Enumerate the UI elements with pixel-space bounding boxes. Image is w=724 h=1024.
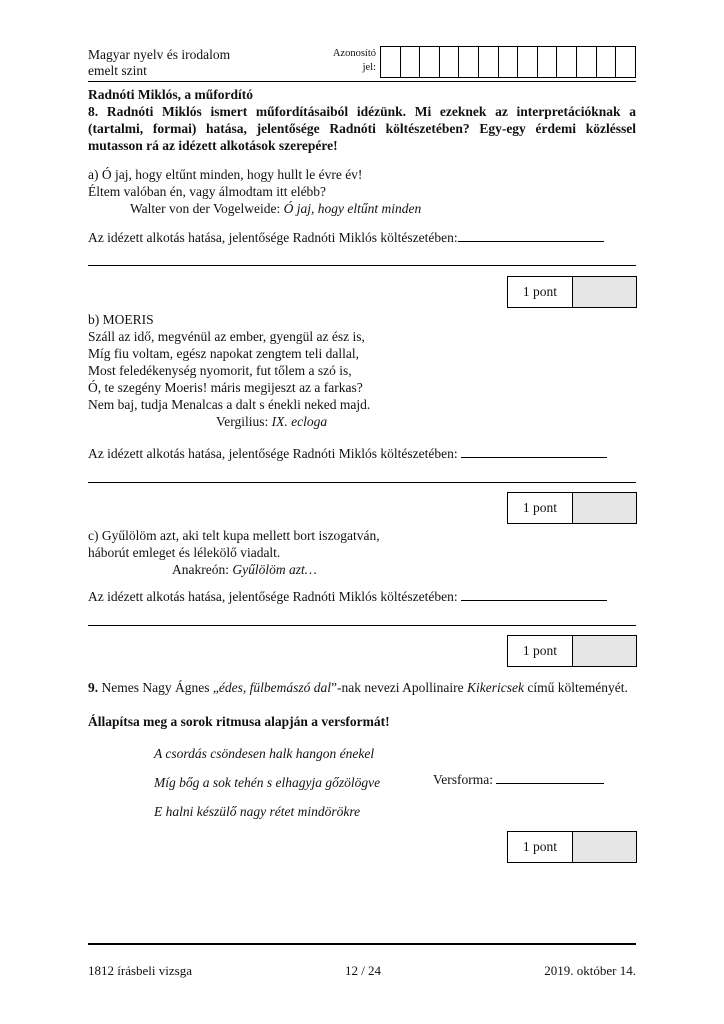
- score-label-c: 1 pont: [508, 636, 573, 666]
- task8-question-text: Radnóti Miklós ismert műfordításaiból idézünk. Mi ezeknek az interpretációknak a (tartalmi, formai) hatása, jelentősége Radnóti költészetében? Egy-egy érdemi közléssel mutasson rá az idézett alkotások szerepére!: [88, 104, 637, 153]
- answer-b-line[interactable]: [88, 482, 636, 483]
- answer-c-label: Az idézett alkotás hatása, jelentősége Radnóti Miklós költészetében:: [88, 589, 458, 604]
- score-field-a[interactable]: [573, 277, 636, 307]
- quote-b-work: IX. ecloga: [271, 414, 328, 429]
- verse-line1: A csordás csöndesen halk hangon énekel: [154, 746, 375, 761]
- answer-b-label: Az idézett alkotás hatása, jelentősége Radnóti Miklós költészetében:: [88, 446, 458, 461]
- task9-intro: [88, 679, 636, 696]
- quote-b-line4: Ó, te szegény Moeris! máris megijeszt az a farkas?: [88, 380, 363, 395]
- section-title: Radnóti Miklós, a műfordító: [88, 87, 254, 102]
- answer-a-line[interactable]: [88, 265, 636, 266]
- header-divider: [88, 81, 636, 82]
- quote-a-line1: a) Ó jaj, hogy eltűnt minden, hogy hullt le évre év!: [88, 167, 363, 182]
- quote-a-author: Walter von der Vogelweide:: [130, 201, 284, 216]
- form-answer: [433, 771, 604, 788]
- footer-page-number: 12 / 24: [344, 963, 382, 978]
- score-box-c[interactable]: [507, 635, 637, 667]
- answer-b-prompt: [88, 445, 607, 462]
- id-label-line1: Azonosító: [332, 48, 376, 59]
- footer-date: 2019. október 14.: [544, 963, 636, 978]
- quote-c-author: Anakreón:: [172, 562, 233, 577]
- footer-divider: [88, 943, 636, 945]
- id-label: [318, 47, 376, 75]
- score-label-a: 1 pont: [508, 277, 573, 307]
- answer-a-label: Az idézett alkotás hatása, jelentősége Radnóti Miklós költészetében:: [88, 230, 458, 245]
- task9-text-pre: Nemes Nagy Ágnes „: [98, 680, 219, 695]
- quote-c-line1: c) Gyűlölöm azt, aki telt kupa mellett bort iszogatván,: [88, 528, 380, 543]
- header-subject: [88, 47, 230, 79]
- id-label-line2: jel:: [362, 62, 376, 73]
- task9-work: Kikericsek: [467, 680, 525, 695]
- score-field-9[interactable]: [573, 832, 636, 862]
- quote-c-line2: háborút emleget és lélekölő viadalt.: [88, 545, 281, 560]
- subject-level: emelt szint: [88, 63, 147, 78]
- score-label-9: 1 pont: [508, 832, 573, 862]
- quote-b-title: b) MOERIS: [88, 312, 154, 327]
- answer-b-blank[interactable]: [461, 445, 607, 458]
- footer-exam-code: 1812 írásbeli vizsga: [88, 963, 192, 978]
- id-code-boxes[interactable]: [380, 46, 636, 78]
- answer-c-line[interactable]: [88, 625, 636, 626]
- quote-a-source: [130, 200, 421, 217]
- score-box-a[interactable]: [507, 276, 637, 308]
- quote-b-line3: Most feledékenység nyomorit, fut tőlem a szó is,: [88, 363, 352, 378]
- form-label: Versforma:: [433, 772, 493, 787]
- verse-line3: E halni készülő nagy rétet mindörökre: [154, 804, 361, 819]
- score-field-b[interactable]: [573, 493, 636, 523]
- score-box-9[interactable]: [507, 831, 637, 863]
- score-box-b[interactable]: [507, 492, 637, 524]
- quote-c-work: Gyűlölöm azt…: [232, 562, 317, 577]
- quote-c-source: [172, 561, 317, 578]
- quote-b-author: Vergilius:: [216, 414, 272, 429]
- score-field-c[interactable]: [573, 636, 636, 666]
- quote-b-source: [216, 413, 327, 430]
- quote-b-line1: Száll az idő, megvénül az ember, gyengül az ész is,: [88, 329, 365, 344]
- quote-b-line2: Míg fiu voltam, egész napokat zengtem teli dallal,: [88, 346, 360, 361]
- score-label-b: 1 pont: [508, 493, 573, 523]
- quote-a-line2: Éltem valóban én, vagy álmodtam itt elébb?: [88, 184, 327, 199]
- subject-name: Magyar nyelv és irodalom: [88, 47, 231, 62]
- answer-a-blank[interactable]: [458, 229, 604, 242]
- quote-b-line5: Nem baj, tudja Menalcas a dalt s énekli neked majd.: [88, 397, 371, 412]
- task9-quote: édes, fülbemászó dal: [218, 680, 331, 695]
- task9-instruction: Állapítsa meg a sorok ritmusa alapján a versformát!: [88, 714, 390, 729]
- task9-text-post: című költeményét.: [524, 680, 628, 695]
- task8-question: [88, 103, 636, 154]
- verse-line2: Míg bőg a sok tehén s elhagyja gőzölögve: [154, 775, 381, 790]
- task8-number: 8.: [88, 104, 99, 119]
- task9-number: 9.: [88, 680, 99, 695]
- answer-c-prompt: [88, 588, 607, 605]
- task9-text-mid: ”-nak nevezi Apollinaire: [330, 680, 468, 695]
- quote-a-work: Ó jaj, hogy eltűnt minden: [283, 201, 422, 216]
- form-blank[interactable]: [496, 771, 604, 784]
- answer-a-prompt: [88, 229, 604, 246]
- answer-c-blank[interactable]: [461, 588, 607, 601]
